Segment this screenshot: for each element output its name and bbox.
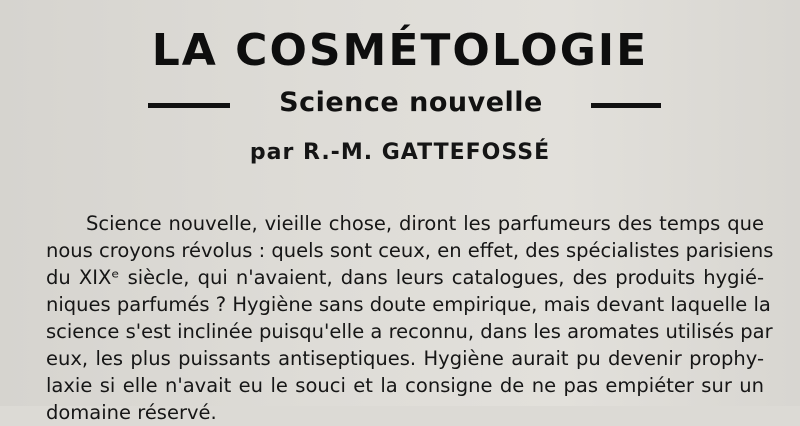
subtitle-row — [0, 84, 800, 124]
body-line: Science nouvelle, vieille chose, diront les parfumeurs des temps que — [86, 212, 764, 235]
author-byline: par R.-M. GATTEFOSSÉ — [249, 140, 551, 165]
body-line: science s'est inclinée puisqu'elle a reconnu, dans les aromates utilisés par — [46, 320, 773, 343]
body-line: niques parfumés ? Hygiène sans doute empirique, mais devant laquelle la — [46, 293, 771, 316]
right-decorative-rule — [591, 103, 661, 108]
body-line: du XIXᵉ siècle, qui n'avaient, dans leurs catalogues, des produits hygié- — [46, 266, 764, 289]
body-line: domaine réservé. — [46, 401, 217, 424]
body-line: nous croyons révolus : quels sont ceux, en effet, des spécialistes parisiens — [46, 239, 774, 262]
body-line: eux, les plus puissants antiseptiques. Hygiène aurait pu devenir prophy- — [46, 347, 764, 370]
left-decorative-rule — [148, 103, 230, 108]
article-title: LA COSMÉTOLOGIE — [151, 25, 649, 76]
article-subtitle: Science nouvelle — [279, 87, 543, 118]
article-body — [46, 210, 774, 426]
body-line: laxie si elle n'avait eu le souci et la consigne de ne pas empiéter sur un — [46, 374, 764, 397]
